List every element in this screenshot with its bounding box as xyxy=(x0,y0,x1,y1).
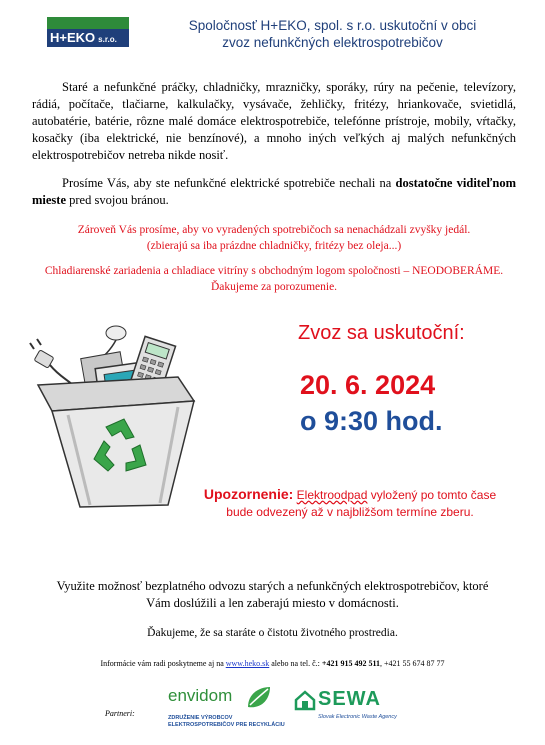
event-heading: Zvoz sa uskutoční: xyxy=(298,322,465,344)
partners-label: Partneri: xyxy=(105,709,135,718)
sewa-logo: SEWA xyxy=(318,688,381,710)
envidom-subtitle: ZDRUŽENIE VÝROBCOV ELEKTROSPOTREBIČOV PRE RECYKLÁCIU xyxy=(168,715,285,728)
header-line-1: Spoločnosť H+EKO, spol. s r.o. uskutoční v obci xyxy=(188,18,477,33)
header-title xyxy=(140,17,525,51)
event-date: 20. 6. 2024 xyxy=(300,370,436,400)
warning-label: Upozornenie xyxy=(203,486,289,502)
sewa-subtitle: Slovak Electronic Waste Agency xyxy=(318,714,397,720)
footer-message: Využite možnosť bezplatného odvozu starých a nefunkčných elektrospotrebičov, ktoré Vám doslúžili a len zaberajú miesto v domácnosti. xyxy=(56,579,489,610)
cooling-notice: Chladiarenské zariadenia a chladiace vitríny s obchodným logom spoločnosti – NEODOBERÁME. Ďakujeme za porozumenie. xyxy=(44,265,504,293)
logo-suffix: s.r.o. xyxy=(98,35,117,44)
logo-text: H+EKO xyxy=(50,30,96,45)
food-notice: Zároveň Vás prosíme, aby vo vyradených spotrebičoch sa nenachádzali zvyšky jedál. (zbierajú sa iba prázdne chladničky, fritézy bez oleja...) xyxy=(77,224,471,252)
website-link[interactable]: www.heko.sk xyxy=(225,659,270,668)
phone-number: +421 915 492 511 xyxy=(321,659,381,668)
recycle-bin-icon xyxy=(28,315,210,510)
emphasis-visible-place: dostatočne viditeľnom mieste xyxy=(32,176,516,207)
thanks-text: Ďakujeme, že sa staráte o čistotu životného prostredia. xyxy=(147,627,398,639)
contact-info: Informácie vám radi poskytneme aj na www.heko.sk alebo na tel. č.: +421 915 492 511, +421 55 674 87 77 xyxy=(100,659,445,668)
header-line-2: zvoz nefunkčných elektrospotrebičov xyxy=(222,35,443,50)
event-time: o 9:30 hod. xyxy=(300,406,443,436)
logo-green-bar xyxy=(47,17,129,29)
envidom-logo: envidom xyxy=(168,686,233,705)
warning-notice: Upozornenie: Elektroodpad vyložený po tomto čase bude odvezený až v najbližšom termíne zberu. xyxy=(203,486,497,519)
company-logo xyxy=(47,29,129,47)
items-paragraph: Staré a nefunkčné práčky, chladničky, mrazničky, sporáky, rúry na pečenie, televízory, rádiá, počítače, tlačiarne, kalkulačky, vysávače, žehličky, fritézy, hriankovače, svietidlá, autobatérie, batérie, rôzne malé domáce elektrospotrebiče, telefónne prístroje, mobily, vŕtačky, kosačky (iba elektrické, nie benzínové), a mnoho iných veľkých aj malých nefunkčných elektrospotrebičov netreba nikde nosiť. xyxy=(32,80,516,162)
sewa-house-icon xyxy=(294,689,316,711)
request-paragraph: Prosíme Vás, aby ste nefunkčné elektrické spotrebiče nechali na dostatočne viditeľnom mieste pred svojou bránou. xyxy=(32,176,516,207)
envidom-leaf-icon xyxy=(244,683,274,713)
